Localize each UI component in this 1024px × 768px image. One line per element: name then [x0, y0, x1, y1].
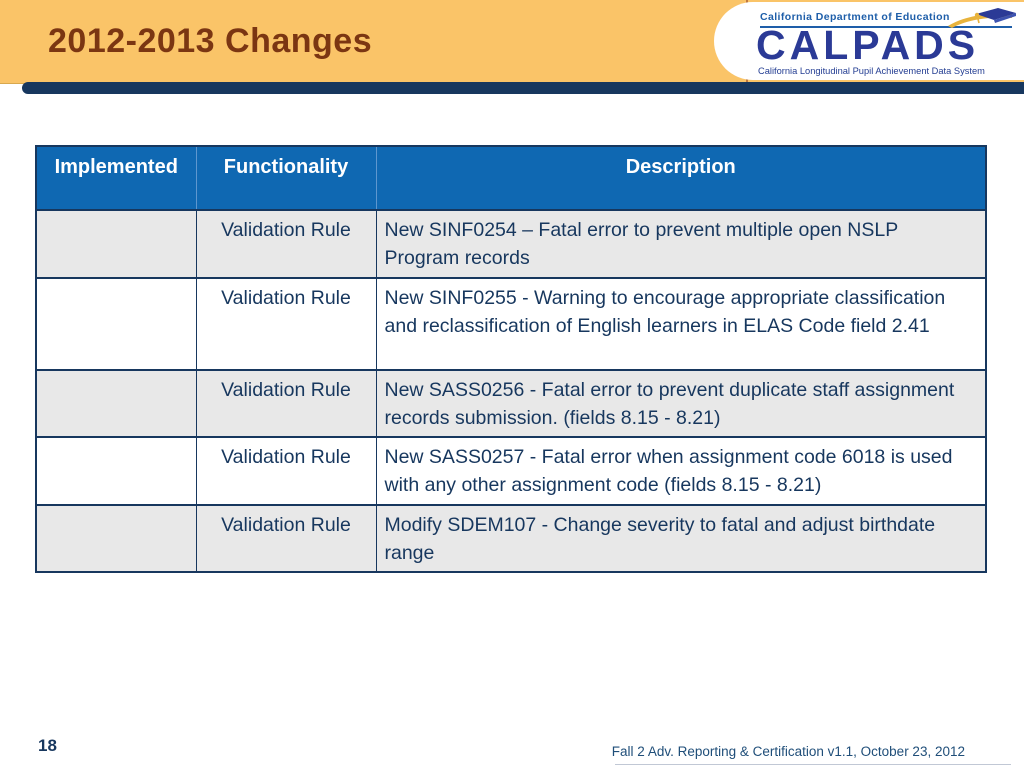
footer-divider-line: [615, 764, 1011, 765]
cell-functionality: Validation Rule: [196, 505, 376, 573]
cell-description: New SINF0255 - Warning to encourage appropriate classification and reclassification of English learners in ELAS Code field 2.41: [376, 278, 986, 370]
cell-functionality: Validation Rule: [196, 210, 376, 278]
cell-description: Modify SDEM107 - Change severity to fatal and adjust birthdate range: [376, 505, 986, 573]
graduation-cap-icon: [946, 4, 1018, 32]
cell-implemented: [36, 437, 196, 505]
cell-implemented: [36, 210, 196, 278]
logo-acronym-text: CALPADS: [756, 22, 980, 68]
cell-functionality: Validation Rule: [196, 437, 376, 505]
cell-functionality: Validation Rule: [196, 370, 376, 438]
column-header-implemented: Implemented: [36, 146, 196, 210]
cell-implemented: [36, 278, 196, 370]
changes-table: [35, 145, 987, 573]
cell-description: New SASS0256 - Fatal error to prevent duplicate staff assignment records submission. (fields 8.15 - 8.21): [376, 370, 986, 438]
cell-description: New SASS0257 - Fatal error when assignment code 6018 is used with any other assignment code (fields 8.15 - 8.21): [376, 437, 986, 505]
column-header-description: Description: [376, 146, 986, 210]
logo-department-text: California Department of Education: [760, 11, 1012, 28]
page-title: 2012-2013 Changes: [48, 22, 373, 60]
cell-implemented: [36, 505, 196, 573]
cell-functionality: Validation Rule: [196, 278, 376, 370]
cell-implemented: [36, 370, 196, 438]
cell-description: New SINF0254 – Fatal error to prevent multiple open NSLP Program records: [376, 210, 986, 278]
footer-text: Fall 2 Adv. Reporting & Certification v1.1, October 23, 2012: [611, 744, 965, 759]
table-row: [36, 278, 986, 370]
page-number: 18: [38, 736, 57, 755]
table-row: [36, 505, 986, 573]
table-row: [36, 370, 986, 438]
table-row: [36, 437, 986, 505]
header-divider-bar: [22, 82, 1024, 94]
column-header-functionality: Functionality: [196, 146, 376, 210]
logo-tagline-text: California Longitudinal Pupil Achievement Data System: [758, 66, 985, 76]
table-header-row: [36, 146, 986, 210]
table-row: [36, 210, 986, 278]
calpads-logo: [714, 2, 1024, 80]
